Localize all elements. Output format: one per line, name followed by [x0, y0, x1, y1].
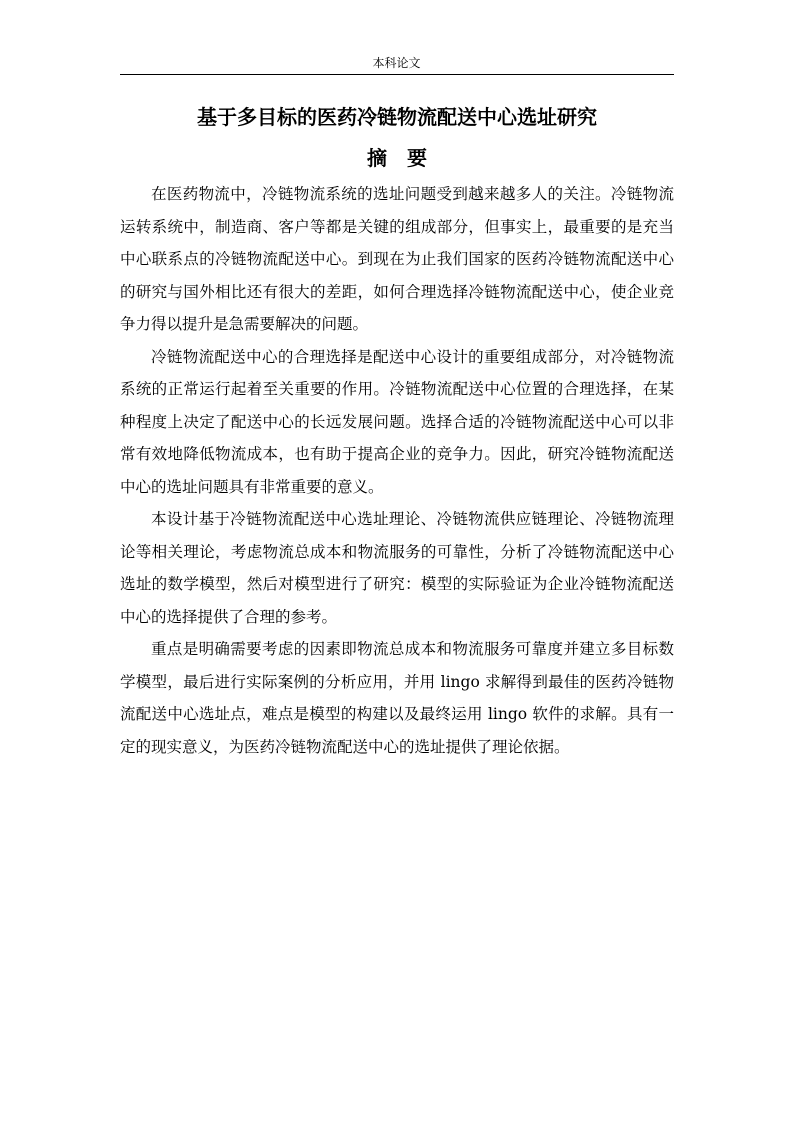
abstract-paragraph-3: 本设计基于冷链物流配送中心选址理论、冷链物流供应链理论、冷链物流理论等相关理论，考虑物流总成本和物流服务的可靠性，分析了冷链物流配送中心选址的数学模型，然后对模型进行了研究：模型的实际验证为企业冷链物流配送中心的选择提供了合理的参考。	[120, 510, 674, 626]
abstract-body	[120, 178, 674, 763]
abstract-heading: 摘要	[367, 146, 447, 170]
abstract-paragraph-2: 冷链物流配送中心的合理选择是配送中心设计的重要组成部分，对冷链物流系统的正常运行起着至关重要的作用。冷链物流配送中心位置的合理选择，在某种程度上决定了配送中心的长远发展问题。选择合适的冷链物流配送中心可以非常有效地降低物流成本，也有助于提高企业的竞争力。因此，研究冷链物流配送中心的选址问题具有非常重要的意义。	[120, 347, 674, 496]
header-divider	[120, 74, 674, 75]
abstract-paragraph-4: 重点是明确需要考虑的因素即物流总成本和物流服务可靠度并建立多目标数学模型，最后进行实际案例的分析应用，并用 lingo 求解得到最佳的医药冷链物流配送中心选址点，难点是模型的构建以及最终运用 lingo 软件的求解。具有一定的现实意义，为医药冷链物流配送中心的选址提供了理论依据。	[120, 640, 674, 756]
abstract-paragraph-1: 在医药物流中，冷链物流系统的选址问题受到越来越多人的关注。冷链物流运转系统中，制造商、客户等都是关键的组成部分，但事实上，最重要的是充当中心联系点的冷链物流配送中心。到现在为止我们国家的医药冷链物流配送中心的研究与国外相比还有很大的差距，如何合理选择冷链物流配送中心，使企业竞争力得以提升是急需要解决的问题。	[120, 185, 674, 333]
running-header: 本科论文	[372, 56, 421, 70]
paper-title: 基于多目标的医药冷链物流配送中心选址研究	[197, 105, 597, 129]
